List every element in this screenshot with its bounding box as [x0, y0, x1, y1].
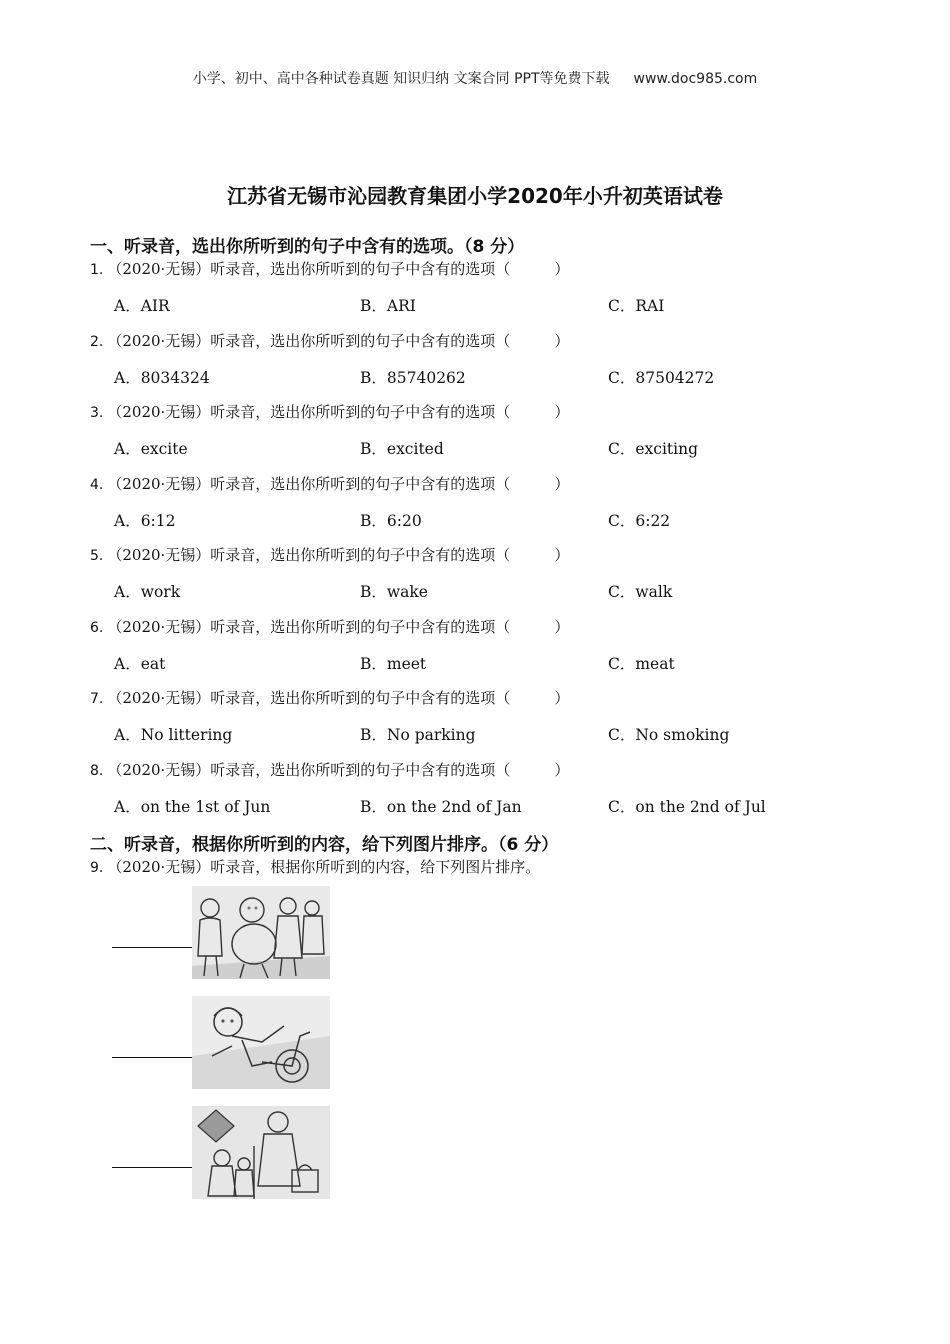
section-2-heading: 二、听录音，根据你所听到的内容，给下列图片排序。（6 分） — [90, 835, 559, 855]
option-a[interactable]: A．No littering — [114, 726, 233, 744]
option-c[interactable]: C．No smoking — [608, 726, 730, 744]
question-number: 7. — [90, 691, 104, 707]
option-a[interactable]: A．work — [114, 583, 181, 601]
header-text: 小学、初中、高中各种试卷真题 知识归纳 文案合同 PPT等免费下载 — [192, 71, 610, 87]
question-7 — [90, 687, 569, 708]
crowd-walking-illustration-icon — [192, 886, 330, 979]
question-stem: （2020·无锡）听录音，选出你所听到的句子中含有的选项（ — [107, 403, 511, 421]
question-8 — [90, 759, 569, 780]
option-c[interactable]: C．6:22 — [608, 512, 671, 530]
answer-blank[interactable] — [112, 1167, 192, 1168]
question-number: 8. — [90, 763, 104, 779]
picture-row-3 — [112, 1106, 342, 1200]
picture-row-1 — [112, 886, 342, 980]
question-1 — [90, 258, 569, 279]
question-close: ） — [554, 689, 570, 707]
question-number: 5. — [90, 548, 104, 564]
question-stem: （2020·无锡）听录音，选出你所听到的句子中含有的选项（ — [107, 475, 511, 493]
option-b[interactable]: B．excited — [360, 440, 444, 458]
option-a[interactable]: A．6:12 — [114, 512, 176, 530]
question-stem: （2020·无锡）听录音，根据你所听到的内容，给下列图片排序。 — [107, 858, 541, 876]
question-stem: （2020·无锡）听录音，选出你所听到的句子中含有的选项（ — [107, 761, 511, 779]
question-9 — [90, 856, 540, 877]
option-c[interactable]: C．on the 2nd of Jul — [608, 798, 766, 816]
option-c[interactable]: C．walk — [608, 583, 673, 601]
question-stem: （2020·无锡）听录音，选出你所听到的句子中含有的选项（ — [107, 332, 511, 350]
question-5 — [90, 544, 569, 565]
question-3 — [90, 401, 569, 422]
page-header — [0, 68, 950, 88]
question-close: ） — [554, 332, 570, 350]
question-close: ） — [554, 475, 570, 493]
question-close: ） — [554, 260, 570, 278]
option-b[interactable]: B．6:20 — [360, 512, 422, 530]
option-b[interactable]: B．meet — [360, 655, 427, 673]
question-close: ） — [554, 761, 570, 779]
question-number: 2. — [90, 334, 104, 350]
question-6 — [90, 616, 569, 637]
question-number: 1. — [90, 262, 104, 278]
picture-row-2 — [112, 996, 342, 1090]
question-stem: （2020·无锡）听录音，选出你所听到的句子中含有的选项（ — [107, 260, 511, 278]
question-close: ） — [554, 546, 570, 564]
option-b[interactable]: B．85740262 — [360, 369, 466, 387]
family-shopping-illustration-icon — [192, 1106, 330, 1199]
option-b[interactable]: B．wake — [360, 583, 428, 601]
question-close: ） — [554, 403, 570, 421]
option-a[interactable]: A．AIR — [114, 297, 170, 315]
question-4 — [90, 473, 569, 494]
page-title: 江苏省无锡市沁园教育集团小学2020年小升初英语试卷 — [227, 184, 723, 208]
question-close: ） — [554, 618, 570, 636]
question-stem: （2020·无锡）听录音，选出你所听到的句子中含有的选项（ — [107, 546, 511, 564]
option-a[interactable]: A．8034324 — [114, 369, 210, 387]
option-b[interactable]: B．No parking — [360, 726, 476, 744]
question-number: 6. — [90, 620, 104, 636]
question-stem: （2020·无锡）听录音，选出你所听到的句子中含有的选项（ — [107, 689, 511, 707]
option-c[interactable]: C．RAI — [608, 297, 665, 315]
header-site: www.doc985.com — [633, 71, 758, 87]
option-a[interactable]: A．excite — [114, 440, 188, 458]
child-on-bicycle-illustration-icon — [192, 996, 330, 1089]
option-c[interactable]: C．meat — [608, 655, 675, 673]
option-c[interactable]: C．87504272 — [608, 369, 715, 387]
section-1-heading: 一、听录音，选出你所听到的句子中含有的选项。（8 分） — [90, 237, 525, 257]
option-a[interactable]: A．on the 1st of Jun — [114, 798, 271, 816]
question-stem: （2020·无锡）听录音，选出你所听到的句子中含有的选项（ — [107, 618, 511, 636]
answer-blank[interactable] — [112, 1057, 192, 1058]
question-number: 9. — [90, 860, 104, 876]
option-b[interactable]: B．ARI — [360, 297, 416, 315]
option-b[interactable]: B．on the 2nd of Jan — [360, 798, 522, 816]
option-a[interactable]: A．eat — [114, 655, 166, 673]
question-2 — [90, 330, 569, 351]
answer-blank[interactable] — [112, 947, 192, 948]
question-number: 4. — [90, 477, 104, 493]
question-number: 3. — [90, 405, 104, 421]
option-c[interactable]: C．exciting — [608, 440, 699, 458]
